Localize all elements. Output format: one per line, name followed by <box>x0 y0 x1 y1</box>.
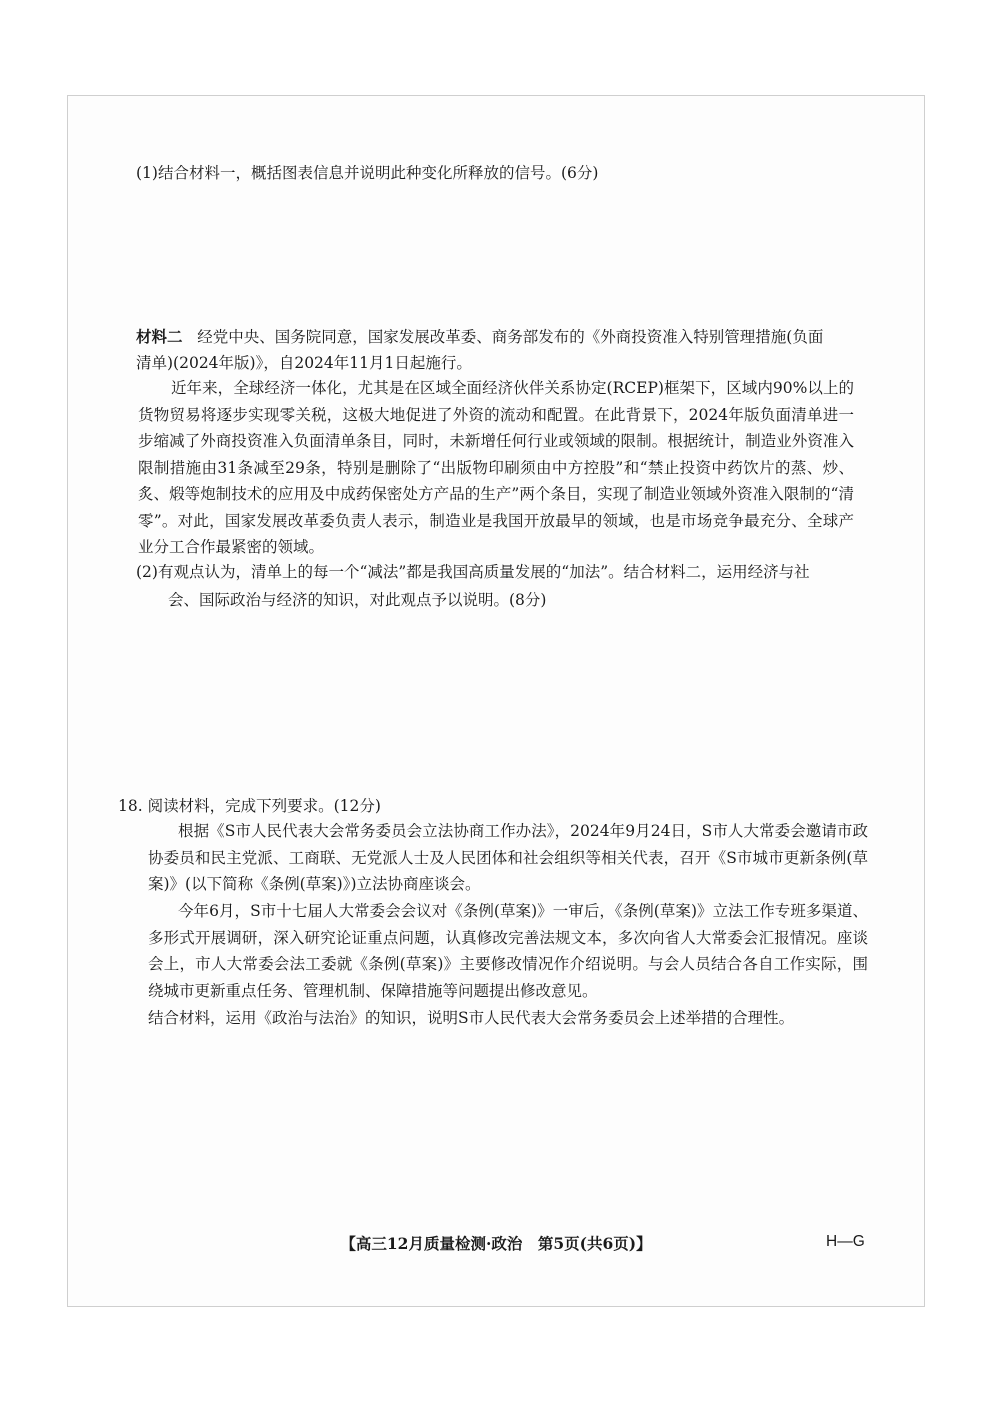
material-2-label: 材料二 <box>136 327 183 346</box>
material-2-body: 近年来，全球经济一体化，尤其是在区域全面经济伙伴关系协定(RCEP)框架下，区域内90%以上的货物贸易将逐步实现零关税，这极大地促进了外资的流动和配置。在此背景下，2024年版负面清单进一步缩减了外商投资准入负面清单条目，同时，未新增任何行业或领域的限制。根据统计，制造业外资准入限制措施由31条减至29条，特别是删除了“出版物印刷须由中方控股”和“禁止投资中药饮片的蒸、炒、炙、煅等炮制技术的应用及中成药保密处方产品的生产”两个条目，实现了制造业领域外资准入限制的“清零”。对此，国家发展改革委负责人表示，制造业是我国开放最早的领域，也是市场竞争最充分、全球产业分工合作最紧密的领域。 <box>138 379 854 556</box>
material-2-intro-line-2: 清单)(2024年版)》，自2024年11月1日起施行。 <box>136 354 472 372</box>
question-17-part-2-line-2: 会、国际政治与经济的知识，对此观点予以说明。(8分) <box>168 591 547 609</box>
material-2-intro-text: 经党中央、国务院同意，国家发展改革委、商务部发布的《外商投资准入特别管理措施(负面 <box>197 328 824 346</box>
page-footer: 【高三12月质量检测·政治 第5页(共6页)】 <box>340 1234 652 1253</box>
question-17-part-2-line-1: (2)有观点认为，清单上的每一个“减法”都是我国高质量发展的“加法”。结合材料二，运用经济与社 <box>136 563 810 581</box>
question-18-paragraph-1: 根据《S市人民代表大会常务委员会立法协商工作办法》，2024年9月24日，S市人大常委会邀请市政协委员和民主党派、工商联、无党派人士及人民团体和社会组织等相关代表，召开《S市城市更新条例(草案)》(以下简称《条例(草案)》)立法协商座谈会。 <box>148 822 868 893</box>
question-18-paragraph-2: 今年6月，S市十七届人大常委会会议对《条例(草案)》一审后，《条例(草案)》立法工作专班多渠道、多形式开展调研，深入研究论证重点问题，认真修改完善法规文本，多次向省人大常委会汇报情况。座谈会上，市人大常委会法工委就《条例(草案)》主要修改情况作介绍说明。与会人员结合各自工作实际，围绕城市更新重点任务、管理机制、保障措施等问题提出修改意见。 <box>148 902 868 1000</box>
question-18-heading: 18. 阅读材料，完成下列要求。(12分) <box>118 797 381 815</box>
paper-code: H—G <box>826 1233 865 1250</box>
question-17-part-1: (1)结合材料一，概括图表信息并说明此种变化所释放的信号。(6分) <box>136 164 599 182</box>
page-frame <box>67 95 925 1307</box>
material-2-intro-line-1 <box>136 327 823 347</box>
question-18-task: 结合材料，运用《政治与法治》的知识，说明S市人民代表大会常务委员会上述举措的合理性。 <box>148 1009 795 1027</box>
